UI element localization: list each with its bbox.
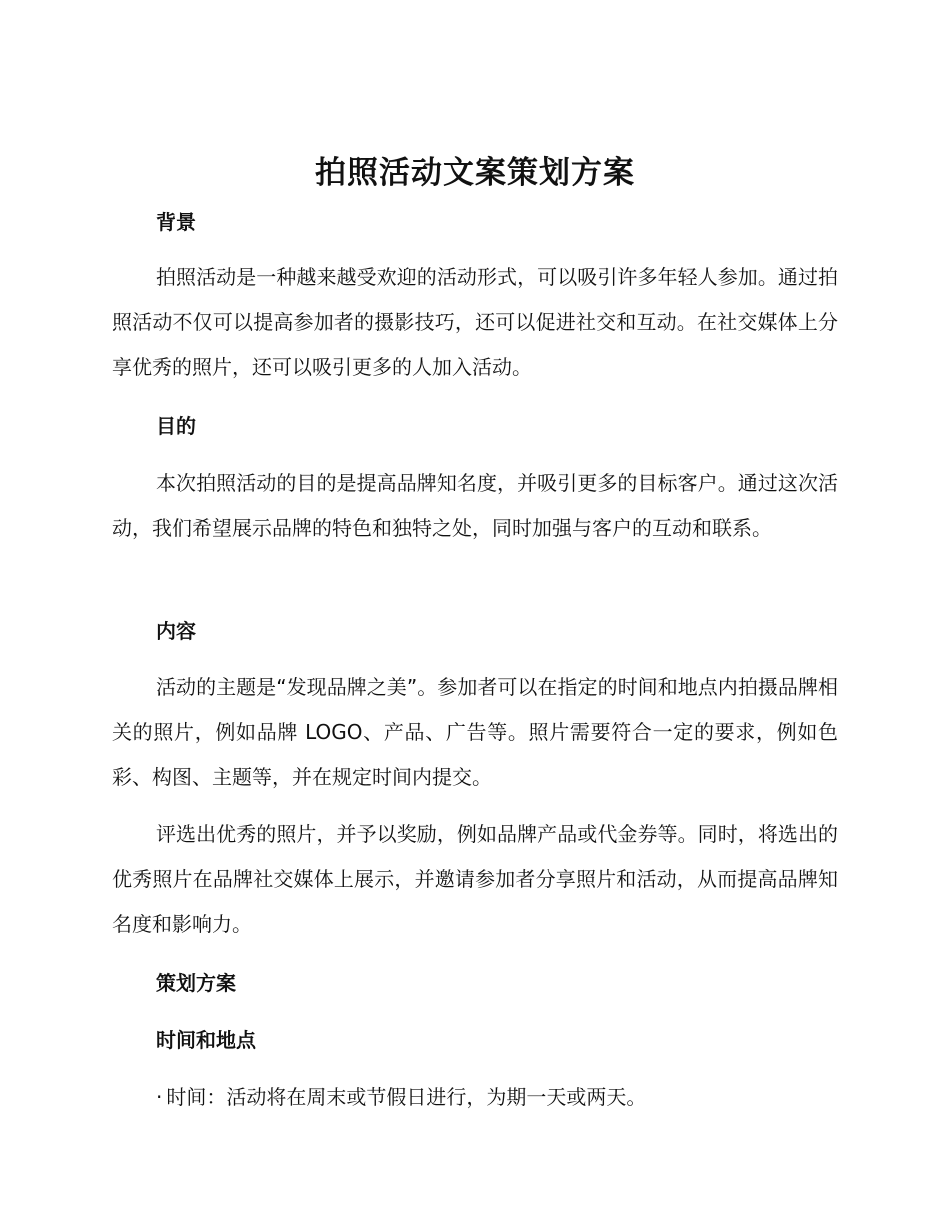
heading-content: 内容 [156,619,196,643]
paragraph-background: 拍照活动是一种越来越受欢迎的活动形式，可以吸引许多年轻人参加。通过拍照活动不仅可以提高参加者的摄影技巧，还可以促进社交和互动。在社交媒体上分享优秀的照片，还可以吸引更多的人加入活动。 [112,265,838,379]
heading-plan: 策划方案 [156,971,236,995]
paragraph-content-2: 评选出优秀的照片，并予以奖励，例如品牌产品或代金券等。同时，将选出的优秀照片在品牌社交媒体上展示，并邀请参加者分享照片和活动，从而提高品牌知名度和影响力。 [112,822,838,936]
paragraph-purpose: 本次拍照活动的目的是提高品牌知名度，并吸引更多的目标客户。通过这次活动，我们希望展示品牌的特色和独特之处，同时加强与客户的互动和联系。 [112,471,838,540]
bullet-dot-icon: · [156,1085,163,1109]
bullet-text: 时间：活动将在周末或节假日进行，为期一天或两天。 [166,1085,647,1109]
heading-purpose: 目的 [156,414,196,438]
heading-background: 背景 [156,210,196,234]
document-title: 拍照活动文案策划方案 [315,155,635,191]
bullet-item-time [156,1083,646,1111]
subheading-time-and-place: 时间和地点 [156,1028,256,1052]
paragraph-content-1: 活动的主题是“发现品牌之美”。参加者可以在指定的时间和地点内拍摄品牌相关的照片，例如品牌 LOGO、产品、广告等。照片需要符合一定的要求，例如色彩、构图、主题等，并在规定时间内提交。 [112,675,838,789]
